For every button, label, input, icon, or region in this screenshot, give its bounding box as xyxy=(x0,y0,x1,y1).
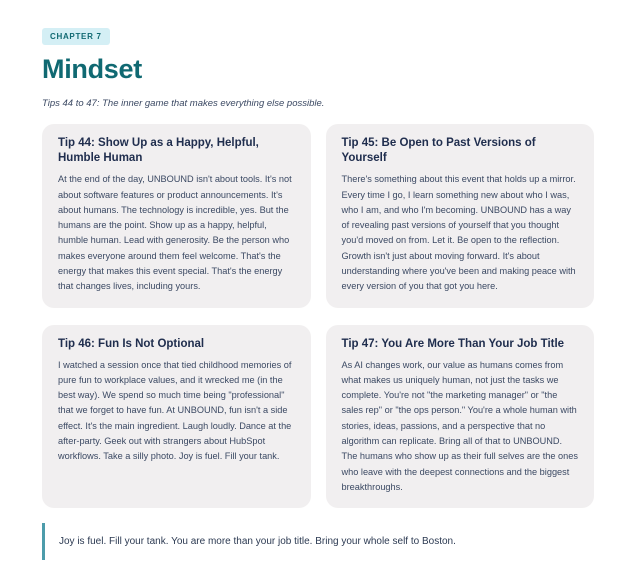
tip-45-title: Tip 45: Be Open to Past Versions of Yourself xyxy=(341,137,536,165)
tip-card-46 xyxy=(42,325,311,509)
tip-45-body: There's something about this event that holds up a mirror. Every time I go, I learn something new about who I was, who I am, and who I'm becoming. UNBOUND has a way of revealing past versions of yourself that you thought you'd moved on from. Let it. Be open to the reflection. Growth isn't just about moving forward. It's about understanding where you've been and making peace with every version of you that got you here. xyxy=(341,174,576,292)
page-subtitle: Tips 44 to 47: The inner game that makes everything else possible. xyxy=(42,98,325,110)
page-title: Mindset xyxy=(42,54,142,84)
tip-47-title: Tip 47: You Are More Than Your Job Title xyxy=(341,337,565,350)
tip-44-body: At the end of the day, UNBOUND isn't about tools. It's not about software features or product announcements. It's about humans. The technology is incredible, yes. But the humans are the point. Show up as a happy, helpful, humble human. Lead with generosity. Be the person who makes everyone around them feel welcome. That's the energy that makes this event special. That's the energy that changes lives, including yours. xyxy=(58,174,292,292)
tip-46-title: Tip 46: Fun Is Not Optional xyxy=(58,337,205,350)
tip-46-body: I watched a session once that tied childhood memories of pure fun to workplace values, and it wrecked me (in the best way). We spend so much time being "professional" that we forget to have fun. At UNBOUND, fun isn't a side effect. It's the main ingredient. Laugh loudly. Dance at the after-party. Geek out with strangers about HubSpot workflows. Take a silly photo. Joy is fuel. Fill your tank. xyxy=(58,359,292,462)
tip-47-body: As AI changes work, our value as humans comes from what makes us uniquely human, not just the tasks we complete. You're not "the marketing manager" or "the sales rep" or "the ops person." You're a whole human with stories, ideas, passions, and a perspective that no algorithm can replicate. Bring all of that to UNBOUND. The humans who show up as their full selves are the ones who leave with the deepest connections and the biggest breakthroughs. xyxy=(341,359,578,492)
tips-grid xyxy=(42,124,594,508)
pull-quote: Joy is fuel. Fill your tank. You are more than your job title. Bring your whole self to Boston. xyxy=(42,523,594,560)
tip-44-title: Tip 44: Show Up as a Happy, Helpful, Humble Human xyxy=(58,137,259,165)
tip-card-47 xyxy=(326,325,595,509)
tip-card-44 xyxy=(42,124,311,307)
chapter-badge: CHAPTER 7 xyxy=(42,28,110,45)
tip-card-45 xyxy=(326,124,595,307)
